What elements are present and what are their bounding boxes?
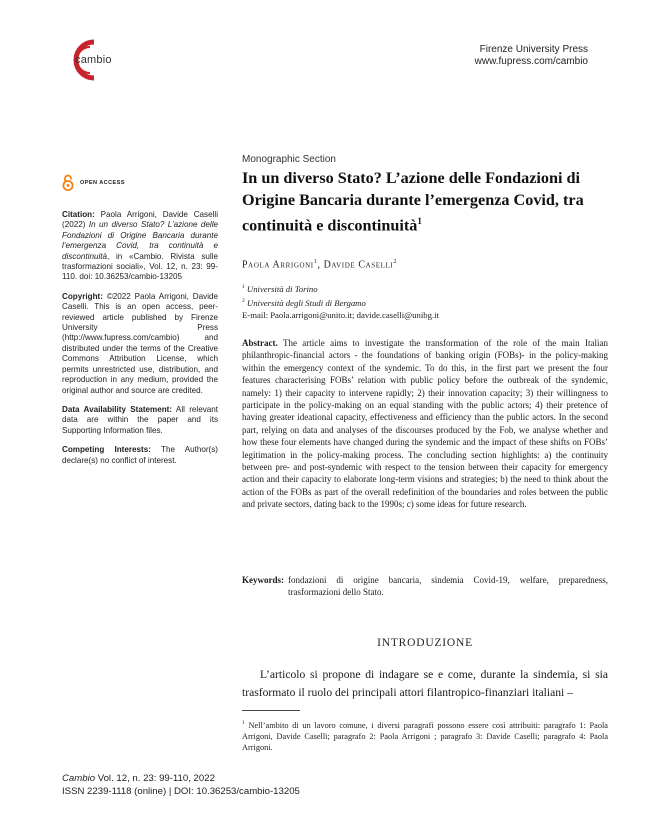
keywords [242, 574, 608, 599]
competing-interests-text: The Author(s) declare(s) no conflict of interest. [62, 445, 218, 465]
publisher-url[interactable]: www.fupress.com/cambio [474, 56, 588, 67]
author-name: Paola Arrigoni [242, 259, 314, 271]
affiliation-line [242, 295, 439, 309]
author-affiliation-mark: 2 [393, 259, 397, 265]
article-title [242, 168, 608, 237]
data-availability-text: All relevant data are within the paper and its Supporting Information files. [62, 404, 218, 435]
copyright-block [62, 292, 218, 396]
footer-journal-line [62, 773, 300, 786]
citation-journal: Cambio [133, 251, 162, 261]
open-access-lock-icon [62, 174, 74, 191]
footnote-divider [242, 710, 300, 711]
citation-block [62, 210, 218, 283]
affiliations [242, 281, 439, 321]
abstract [242, 337, 608, 511]
competing-interests-block [62, 445, 218, 466]
citation-authors: Paola Arrigoni, Davide Caselli (2022) [62, 210, 219, 230]
publisher-info [475, 44, 588, 68]
footer-journal-name: Cambio [62, 773, 96, 784]
footnote-text: Nell’ambito di un lavoro comune, i diversi paragrafi possono essere così attribuiti: paragrafo 1: Paola Arrigoni, Davide Caselli; paragrafo 2: Paola Arrigoni ; paragrafo 3: Davide Caselli; paragrafo 4: Paola Arrigoni. [242, 720, 608, 753]
title-footnote-mark: 1 [417, 216, 422, 226]
affiliation-mark: 1 [242, 284, 245, 290]
email-line[interactable]: E-mail: Paola.arrigoni@unito.it; davide.caselli@unibg.it [242, 309, 439, 320]
page-footer [62, 773, 300, 798]
citation-rest: . Rivista sulle trasformazioni sociali», Vol. 12, n. 23: 99-110. doi: 10.36253/cambio-13205 [62, 251, 218, 282]
citation-in: , in « [107, 251, 134, 261]
author-affiliation-mark: 1 [313, 259, 318, 265]
open-access-label: OPEN ACCESS [80, 179, 125, 186]
author-separator: , [317, 259, 324, 271]
body-paragraph: L’articolo si propone di indagare se e come, durante la sindemia, si sia trasformato il ruolo dei principali attori filantropico-finanziari italiani – [242, 668, 608, 699]
copyright-label: Copyright: [62, 291, 103, 301]
section-label: Monographic Section [242, 154, 336, 165]
data-availability-block [62, 405, 218, 436]
affiliation-name: Università degli Studi di Bergamo [246, 297, 366, 308]
keywords-text: fondazioni di origine bancaria, sindemia Covid-19, welfare, preparedness, trasformazioni dello Stato. [288, 575, 608, 598]
article-title-text: In un diverso Stato? L’azione delle Fondazioni di Origine Bancaria durante l’emergenza Covid, tra continuità e discontinuità [242, 169, 584, 235]
article-sidebar [62, 210, 218, 475]
affiliation-line [242, 281, 439, 295]
footnote [242, 718, 608, 754]
footer-issn-doi: ISSN 2239-1118 (online) | DOI: 10.36253/cambio-13205 [62, 785, 300, 797]
publisher-name: Firenze University Press [479, 44, 588, 55]
logo-text: cambio [75, 54, 112, 66]
author-name: Davide Caselli [323, 259, 394, 271]
affiliation-mark: 2 [242, 297, 245, 304]
footer-volume: Vol. 12, n. 23: 99-110, 2022 [95, 773, 215, 784]
data-availability-label: Data Availability Statement: [62, 404, 173, 414]
abstract-text: The article aims to investigate the transformation of the role of the main Italian philanthropic-financial actors - the foundations of banking origin (FOBs)- in the policy-making within the emergency context of the syndemic. To do this, in the first part we present the four features characterising FOBs’ relation with public policy before the outbreak of the syndemic, namely: 1) their capacity to intervene rapidly; 2) their innovation capacity; 3) their willingness to participate in the policy-making on an equal standing with the public actors; 4) their pretence of having greater ideational capacity, effectiveness and efficiency than the public actors. In the second part, relying on data and analyses of the discourses produced by the Fob, we analyse whether and how these four elements have changed during the syndemic and the impact of these shifts on FOBs’ legitimation in the policy-making process. The concluding section highlights: a) the continuity between pre- and post-syndemic with respect to the tension between their capacity for emergency action and their capacity to elaborate long-term visions and strategies; b) the need to think about the action of the FOBs as part of the overall redefinition of the boundaries and roles between the public and private sectors, dating back to the 1990s; c) some ideas for future research. [242, 338, 608, 510]
copyright-text: ©2022 Paola Arrigoni, Davide Caselli. This is an open access, peer-reviewed article published by Firenze University Press (http://www.fupress.com/cambio) and distributed under the terms of the Creative Commons Attribution License, which permits unrestricted use, distribution, and reproduction in any medium, provided the original author and source are credited. [62, 291, 219, 395]
citation-title: In un diverso Stato? L’azione delle Fondazioni di Origine Bancaria durante l’emergenza Covid, tra continuità e discontinuità [62, 220, 219, 261]
section-heading: INTRODUZIONE [377, 637, 473, 649]
competing-interests-label: Competing Interests: [62, 445, 151, 455]
abstract-label: Abstract. [242, 338, 278, 348]
author-list [242, 259, 397, 270]
citation-label: Citation: [62, 210, 95, 219]
footnote-mark: 1 [242, 720, 245, 726]
open-access-badge [62, 174, 125, 191]
affiliation-name: Università di Torino [246, 283, 318, 294]
keywords-label: Keywords: [242, 575, 284, 585]
